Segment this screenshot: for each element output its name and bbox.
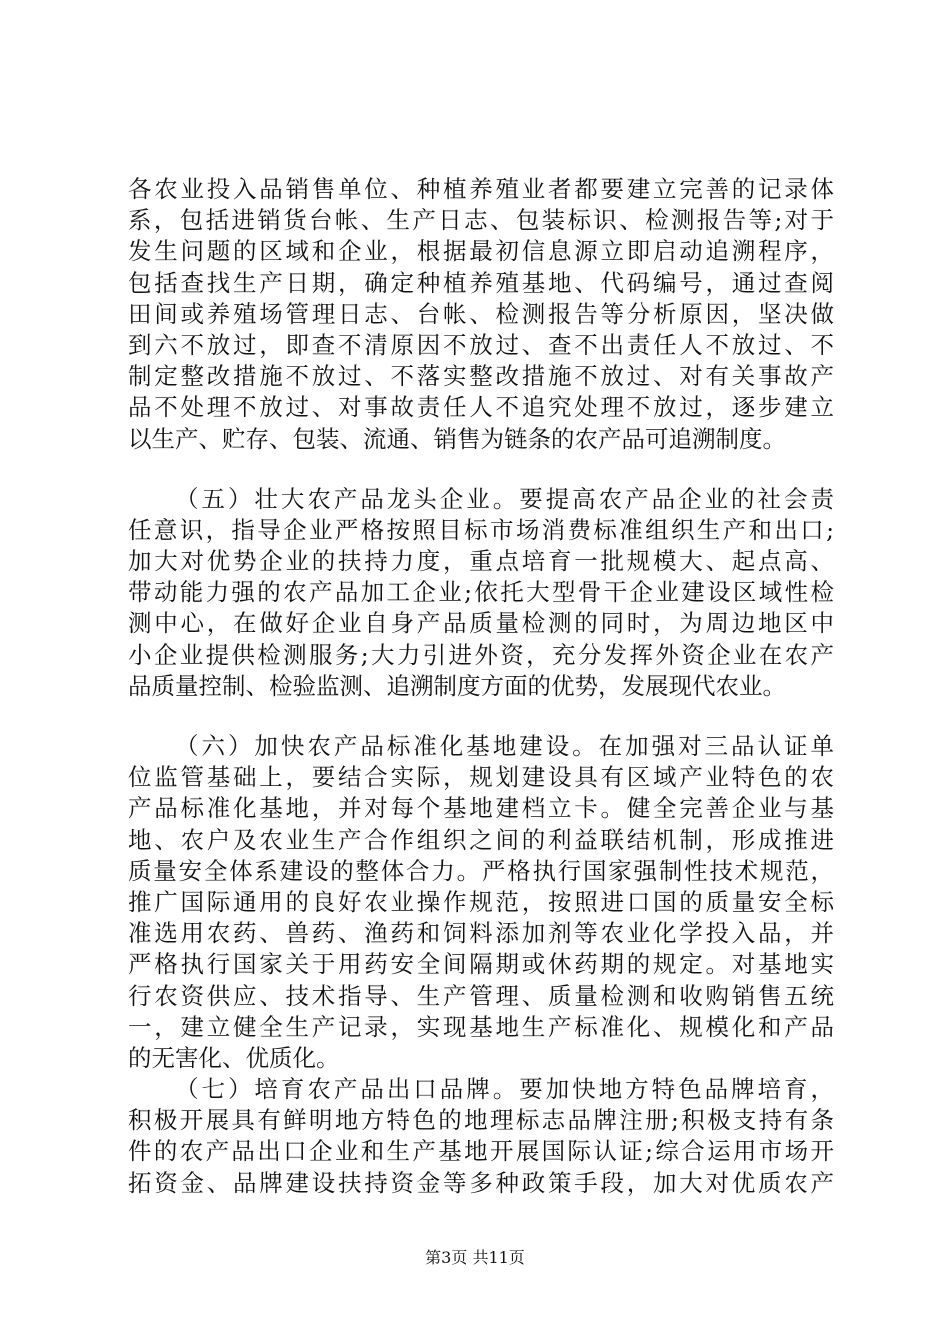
text-line: 地、农户及农业生产合作组织之间的利益联结机制，形成推进 [128,825,834,854]
text-line: 品不处理不放过、对事故责任人不追究处理不放过，逐步建立 [128,393,834,422]
page-number-label: 第3页 共11页 [425,1248,525,1267]
text-line: 测中心，在做好企业自身产品质量检测的同时，为周边地区中 [128,609,834,638]
paragraph-spacer [128,702,834,731]
text-line: 发生问题的区域和企业，根据最初信息源立即启动追溯程序， [128,237,834,266]
text-line: 到六不放过，即查不清原因不放过、查不出责任人不放过、不 [128,330,834,359]
text-line: 加大对优势企业的扶持力度，重点培育一批规模大、起点高、 [128,547,834,576]
text-line: 各农业投入品销售单位、种植养殖业者都要建立完善的记录体 [128,175,834,203]
text-line: 小企业提供检测服务;大力引进外资，充分发挥外资企业在农产 [128,640,834,669]
text-line: 件的农产品出口企业和生产基地开展国际认证;综合运用市场开 [128,1137,834,1166]
text-line: 制定整改措施不放过、不落实整改措施不放过、对有关事故产 [128,362,834,391]
text-line: 包括查找生产日期，确定种植养殖基地、代码编号，通过查阅 [128,268,834,297]
text-line: 严格执行国家关于用药安全间隔期或休药期的规定。对基地实 [128,950,834,979]
paragraph-spacer [128,455,834,484]
text-line: （六）加快农产品标准化基地建设。在加强对三品认证单 [175,732,834,760]
text-line: 拓资金、品牌建设扶持资金等多种政策手段，加大对优质农产 [128,1168,834,1197]
text-line: 的无害化、优质化。 [128,1043,340,1072]
paragraph-traceability [128,174,834,455]
text-line: 以生产、贮存、包装、流通、销售为链条的农产品可追溯制度。 [128,424,786,453]
text-line: 任意识，指导企业严格按照目标市场消费标准组织生产和出口; [128,515,834,544]
text-line: 推广国际通用的良好农业操作规范，按照进口国的质量安全标 [128,887,834,916]
paragraph-section-seven [128,1074,834,1199]
document-body [128,174,834,1199]
text-line: 带动能力强的农产品加工企业;依托大型骨干企业建设区域性检 [128,578,834,607]
text-line: 质量安全体系建设的整体合力。严格执行国家强制性技术规范， [128,856,834,885]
paragraph-section-six [128,731,834,1074]
text-line: 系，包括进销货台帐、生产日志、包装标识、检测报告等;对于 [128,206,834,235]
text-line: 品质量控制、检验监测、追溯制度方面的优势，发展现代农业。 [128,671,786,700]
text-line: 产品标准化基地，并对每个基地建档立卡。健全完善企业与基 [128,794,834,823]
text-line: （七）培育农产品出口品牌。要加快地方特色品牌培育， [175,1075,834,1104]
text-line: 积极开展具有鲜明地方特色的地理标志品牌注册;积极支持有条 [128,1106,834,1135]
text-line: 田间或养殖场管理日志、台帐、检测报告等分析原因，坚决做 [128,299,834,328]
page-footer [0,1248,950,1268]
text-line: 行农资供应、技术指导、生产管理、质量检测和收购销售五统 [128,981,834,1010]
text-line: 一，建立健全生产记录，实现基地生产标准化、规模化和产品 [128,1012,834,1041]
text-line: 准选用农药、兽药、渔药和饲料添加剂等农业化学投入品，并 [128,919,834,948]
paragraph-section-five [128,484,834,702]
text-line: （五）壮大农产品龙头企业。要提高农产品企业的社会责 [175,484,834,513]
text-line: 位监管基础上，要结合实际，规划建设具有区域产业特色的农 [128,763,834,792]
